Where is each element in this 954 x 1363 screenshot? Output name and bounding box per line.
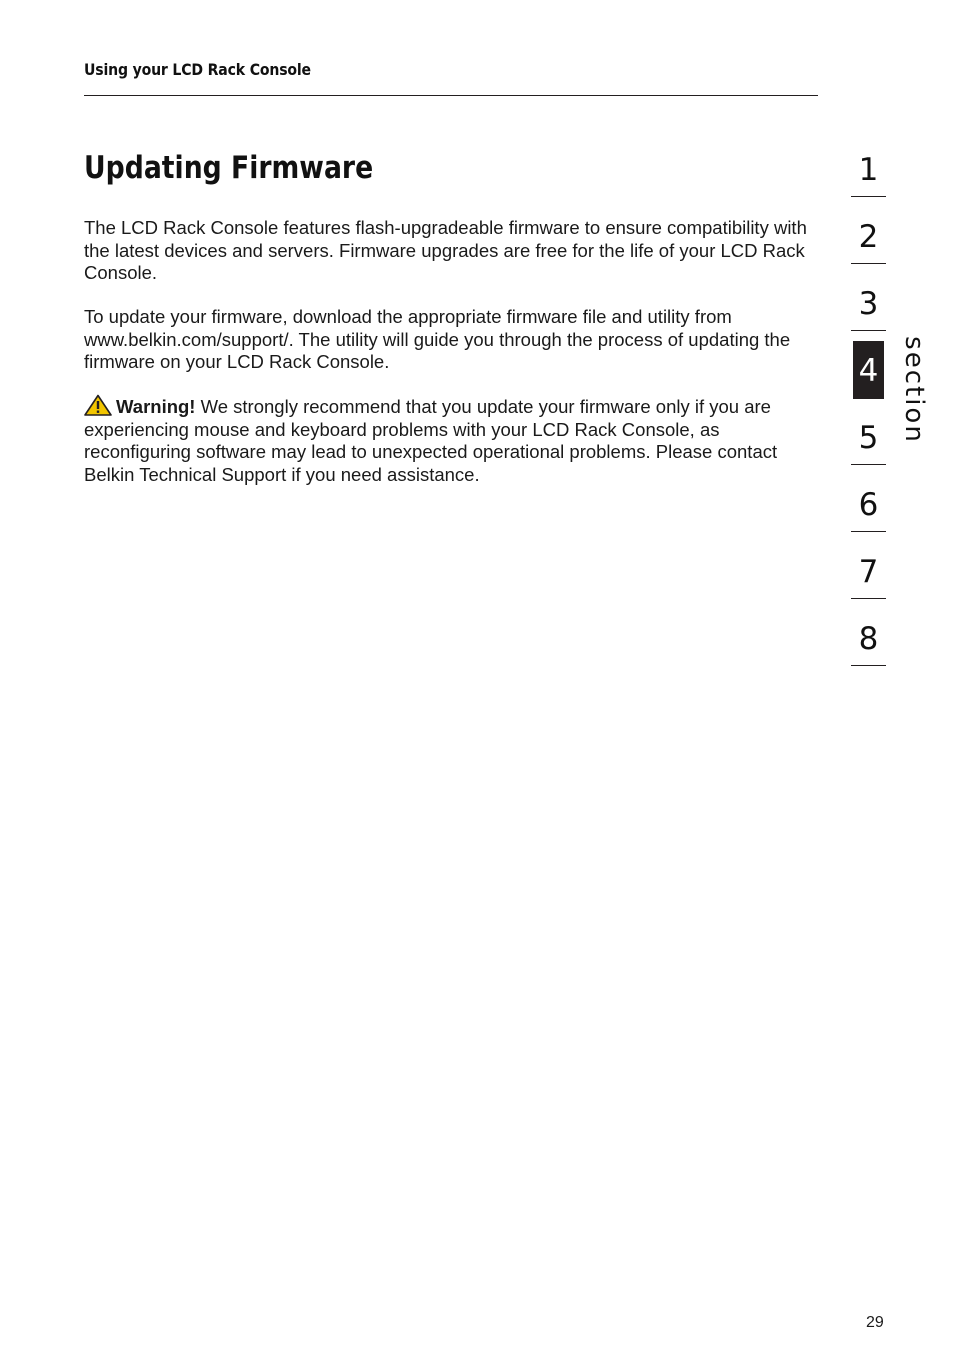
header-divider [84, 95, 818, 96]
paragraph-update-instructions: To update your firmware, download the appropriate firmware file and utility from www.belkin.com/support/. The utility will guide you through the process of updating the firmware on your LCD Rack Console. [84, 306, 791, 372]
section-tab-4-active[interactable] [851, 331, 886, 398]
section-tab-8[interactable] [851, 599, 886, 666]
section-tab-label: 3 [858, 286, 879, 322]
section-tab-2[interactable] [851, 197, 886, 264]
section-tab-5[interactable] [851, 398, 886, 465]
warning-text: We strongly recommend that you update your firmware only if you are experiencing mouse and keyboard problems with your LCD Rack Console, as reconfiguring software may lead to unexpected operational problems. Please contact Belkin Technical Support if you need assistance. [84, 396, 778, 485]
page-number: 29 [866, 1314, 884, 1331]
section-tab-label: 8 [858, 621, 879, 657]
section-tab-label: 5 [858, 420, 879, 456]
section-navigation [851, 130, 886, 666]
section-tab-3[interactable] [851, 264, 886, 331]
section-tab-label: 2 [858, 219, 879, 255]
warning-paragraph [84, 394, 814, 486]
section-tab-7[interactable] [851, 532, 886, 599]
warning-label: Warning! [116, 396, 196, 417]
section-tab-label: 1 [858, 152, 879, 188]
warning-triangle-icon [84, 394, 112, 416]
running-header: Using your LCD Rack Console [84, 60, 311, 79]
page-title: Updating Firmware [84, 150, 374, 186]
section-tab-1[interactable] [851, 130, 886, 197]
paragraph-intro: The LCD Rack Console features flash-upgradeable firmware to ensure compatibility with the latest devices and servers. Firmware upgrades are free for the life of your LCD Rack Console. [84, 217, 807, 283]
section-vertical-label: section [899, 336, 929, 444]
section-tab-label: 7 [858, 554, 879, 590]
section-tab-label: 6 [858, 487, 879, 523]
section-tab-6[interactable] [851, 465, 886, 532]
section-tab-label: 4 [853, 341, 884, 399]
